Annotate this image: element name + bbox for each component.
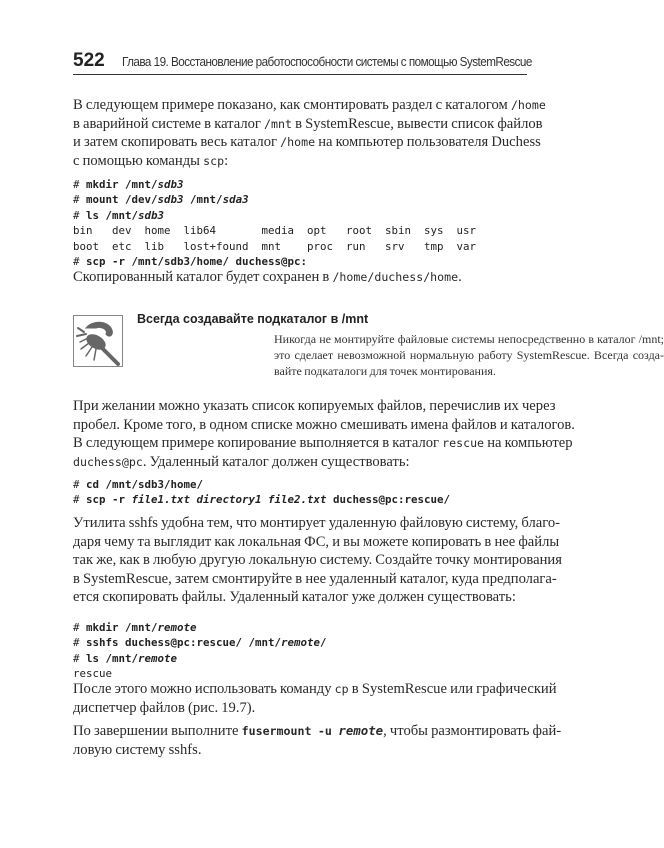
code-block-mount (73, 177, 527, 269)
paragraph-sshfs (73, 514, 562, 607)
text-line (274, 363, 664, 379)
scorpion-icon (73, 315, 123, 367)
code-line (73, 477, 527, 492)
text-line (73, 741, 527, 760)
text-run: По завершении выполните (73, 723, 242, 739)
code-run: sdb3 (157, 193, 184, 207)
text-run: rescue (73, 667, 113, 681)
code-run: duchess@pc (73, 454, 143, 469)
text-run: пробел. Кроме того, в одном списке можно смешивать имена файлов и каталогов. (73, 416, 575, 433)
text-run: # (73, 178, 87, 191)
text-run: в SystemRescue, вывести список файлов (291, 115, 543, 132)
text-run: на компьютер (484, 435, 573, 452)
text-run: При желании можно указать список копируемых файлов, перечислив их через (73, 398, 556, 414)
code-run: fusermount -u (241, 724, 339, 738)
paragraph-after (73, 680, 557, 717)
text-line (73, 722, 562, 741)
code-line (73, 177, 527, 192)
text-run: ется скопировать файлы. Удаленный каталог уже должен существовать: (73, 589, 516, 606)
code-block-scp (73, 477, 527, 508)
paragraph-copied (73, 268, 527, 287)
code-run: scp (203, 153, 225, 168)
text-run: и затем скопировать весь каталог (73, 134, 281, 151)
text-run: # (73, 255, 87, 269)
code-line (73, 223, 527, 238)
text-line (73, 533, 560, 552)
code-run: remote (338, 723, 384, 738)
text-run: , чтобы размонтировать фай- (383, 723, 562, 739)
code-run: rescue (442, 436, 485, 451)
text-run: . Удаленный каталог должен существовать: (142, 453, 410, 470)
code-run: file1.txt directory1 file2.txt (131, 493, 327, 507)
text-run: # (73, 636, 87, 650)
text-run: В следующем примере показано, как смонтировать раздел с каталогом (73, 97, 511, 113)
text-run: в SystemRescue, затем смонтируйте в нее удаленный каталог, куда предполага- (73, 570, 557, 587)
text-line (73, 680, 557, 699)
text-run: . (458, 269, 462, 285)
text-run: в SystemRescue или графический (348, 681, 557, 697)
text-run: # (73, 621, 87, 634)
code-line (73, 239, 527, 254)
text-run: Утилита sshfs удобна тем, что монтирует удаленную файловую систему, благо- (73, 515, 560, 531)
code-run: remote (138, 651, 178, 665)
text-line (73, 434, 573, 453)
code-run: sshfs duchess@pc:rescue/ /mnt/ (86, 636, 282, 650)
code-run: /mnt (264, 116, 292, 131)
text-run: вайте подкаталоги для точек монтирования. (274, 364, 496, 378)
text-run: с помощью команды (73, 152, 204, 169)
code-run: /home/duchess/home (332, 270, 459, 284)
code-run: scp -r (86, 493, 132, 507)
code-run: mkdir /mnt/ (86, 621, 158, 634)
code-run: duchess@pc:rescue/ (326, 493, 451, 507)
text-run: # (73, 208, 87, 222)
text-line (73, 268, 527, 287)
text-line (73, 699, 527, 718)
code-run: remote (157, 621, 197, 634)
text-run: # (73, 493, 87, 507)
text-run: В следующем примере копирование выполняется в каталог (73, 435, 443, 452)
code-run: ls /mnt/ (86, 651, 139, 665)
running-header: Глава 19. Восстановление работоспособности системы с помощью SystemRescue (122, 54, 532, 69)
note-title: Всегда создавайте подкаталог в /mnt (137, 312, 369, 326)
code-run: /home (280, 135, 316, 150)
text-run: Скопированный каталог будет сохранен в (73, 269, 333, 285)
text-run: # (73, 478, 87, 491)
text-line (73, 514, 560, 533)
code-run: remote (281, 636, 321, 650)
text-line (73, 416, 575, 435)
text-line (73, 397, 556, 416)
text-run: даря чему та выглядит как локальная ФС, и вы можете копировать в нее файлы (73, 533, 560, 550)
text-line (274, 347, 664, 363)
code-run: mount /dev/ (86, 193, 158, 207)
text-run: в аварийной системе в каталог (73, 115, 265, 132)
code-line (73, 208, 527, 223)
code-run: sdb3 (138, 208, 165, 222)
code-block-sshfs (73, 620, 527, 682)
code-run: scp -r /mnt/sdb3/home/ duchess@pc: (86, 255, 308, 269)
text-run: После этого можно использовать команду (73, 681, 335, 697)
page-number: 522 (73, 50, 105, 71)
paragraph-unmount (73, 722, 562, 759)
code-run: sda3 (222, 193, 249, 207)
code-run: mkdir /mnt/ (86, 178, 158, 191)
text-line (73, 588, 527, 607)
code-run: cd /mnt/sdb3/home/ (86, 478, 204, 491)
paragraph-intro (73, 96, 546, 170)
text-line (73, 453, 527, 472)
note-body (274, 331, 664, 379)
text-line (73, 570, 557, 589)
text-line (73, 152, 527, 171)
code-line (73, 620, 527, 635)
text-line (274, 331, 664, 347)
text-line (73, 115, 543, 134)
text-run: : (224, 152, 229, 169)
text-run: # (73, 651, 87, 665)
text-line (73, 551, 562, 570)
warning-note (137, 312, 664, 378)
text-run: bin dev home lib64 media opt root sbin sys usr (73, 224, 477, 238)
text-run: диспетчер файлов (рис. 19.7). (73, 699, 256, 716)
text-run: # (73, 193, 87, 207)
header-rule (73, 74, 527, 75)
code-run: cp (334, 682, 349, 696)
paragraph-file-list (73, 397, 575, 471)
text-line (73, 133, 541, 152)
code-line (73, 635, 527, 650)
text-run: ловую систему sshfs. (73, 741, 202, 758)
code-run: / (320, 636, 327, 650)
text-run: это сделает невозможной нормальную работу SystemRescue. Всегда созда- (274, 348, 664, 362)
code-run: /home (510, 98, 546, 112)
text-run: на компьютер пользователя Duchess (315, 134, 541, 151)
text-line (73, 96, 546, 115)
text-run: Никогда не монтируйте файловые системы непосредственно в каталог /mnt; (274, 332, 664, 346)
text-run: так же, как в любую другую локальную систему. Создайте точку монтирования (73, 552, 562, 569)
text-run: boot etc lib lost+found mnt proc run srv tmp var (73, 239, 477, 253)
code-run: ls /mnt/ (86, 208, 139, 222)
code-run: /mnt/ (183, 193, 223, 207)
code-run: sdb3 (157, 178, 184, 191)
code-line (73, 192, 527, 207)
code-line (73, 492, 527, 507)
code-line (73, 651, 527, 666)
